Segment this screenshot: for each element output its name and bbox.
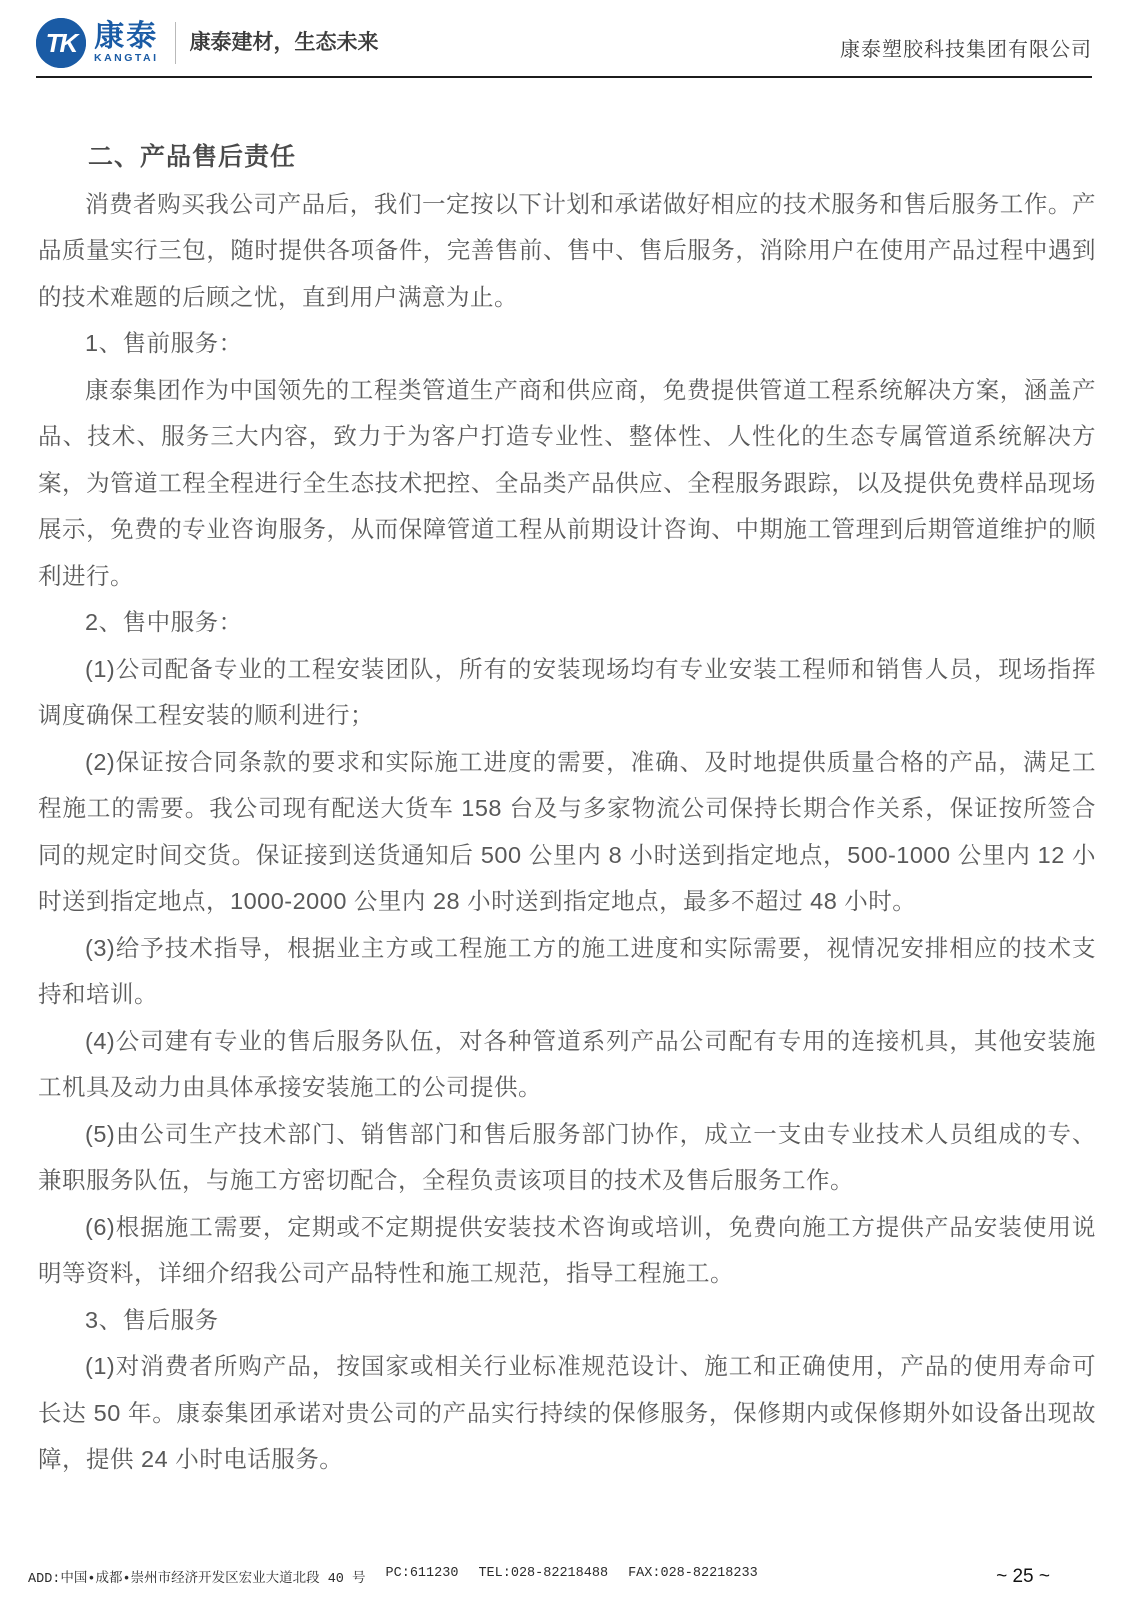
document-title: 二、产品售后责任 [88, 143, 297, 171]
section-subheading: 1、售前服务： [85, 330, 243, 356]
brand-block [36, 18, 379, 68]
logo-wordmark [94, 19, 159, 65]
paragraph: (4)公司建有专业的售后服务队伍，对各种管道系列产品公司配有专用的连接机具，其他安装施工机具及动力由具体承接安装施工的公司提供。 [38, 1027, 1096, 1100]
footer-tel: TEL:028-82218488 [478, 1566, 609, 1581]
section-subheading: 3、售后服务 [85, 1306, 219, 1333]
company-name: 康泰塑胶科技集团有限公司 [840, 39, 1092, 61]
page-footer [28, 1566, 1092, 1588]
footer-postcode: PC:611230 [385, 1566, 459, 1581]
kangtai-logo-icon [36, 18, 86, 68]
paragraph: (3)给予技术指导，根据业主方或工程施工方的施工进度和实际需要，视情况安排相应的技术支持和培训。 [38, 934, 1096, 1007]
paragraph: (5)由公司生产技术部门、销售部门和售后服务部门协作，成立一支由专业技术人员组成的专、兼职服务队伍，与施工方密切配合，全程负责该项目的技术及售后服务工作。 [38, 1120, 1096, 1193]
logo-name-cn: 康泰 [94, 19, 159, 53]
page-number: ~ 25 ~ [996, 1566, 1050, 1587]
paragraph: (6)根据施工需要，定期或不定期提供安装技术咨询或培训，免费向施工方提供产品安装使用说明等资料，详细介绍我公司产品特性和施工规范，指导工程施工。 [38, 1213, 1096, 1286]
paragraph: (2)保证按合同条款的要求和实际施工进度的需要，准确、及时地提供质量合格的产品，满足工程施工的需要。我公司现有配送大货车 158 台及与多家物流公司保持长期合作关系，保证按所签合同的规定时间交货。保证接到送货通知后 500 公里内 8 小时送到指定地点，500-1000 公里内 12 小时送到指定地点，1000-2000 公里内 28 小时送到指定地点，最多不超过 48 小时。 [38, 748, 1096, 914]
footer-fax: FAX:028-82218233 [628, 1566, 758, 1581]
footer-contact-line [28, 1566, 758, 1587]
brand-divider [175, 22, 176, 64]
paragraph: 消费者购买我公司产品后，我们一定按以下计划和承诺做好相应的技术服务和售后服务工作。产品质量实行三包，随时提供各项备件，完善售前、售中、售后服务，消除用户在使用产品过程中遇到的技术难题的后顾之忧，直到用户满意为止。 [38, 190, 1096, 310]
logo-name-en: KANGTAI [94, 51, 159, 64]
paragraph: 康泰集团作为中国领先的工程类管道生产商和供应商，免费提供管道工程系统解决方案，涵盖产品、技术、服务三大内容，致力于为客户打造专业性、整体性、人性化的生态专属管道系统解决方案，为管道工程全程进行全生态技术把控、全品类产品供应、全程服务跟踪，以及提供免费样品现场展示，免费的专业咨询服务，从而保障管道工程从前期设计咨询、中期施工管理到后期管道维护的顺利进行。 [38, 376, 1096, 589]
page-header [36, 0, 1092, 78]
document-body-section [0, 78, 1128, 1483]
paragraph: (1)对消费者所购产品，按国家或相关行业标准规范设计、施工和正确使用，产品的使用寿命可长达 50 年。康泰集团承诺对贵公司的产品实行持续的保修服务，保修期内或保修期外如设备出现故障，提供 24 小时电话服务。 [38, 1353, 1096, 1472]
document-paragraphs [38, 181, 1096, 1483]
brand-tagline: 康泰建材，生态未来 [189, 31, 379, 54]
logo-circle-text: TK [45, 27, 77, 58]
paragraph: (1)公司配备专业的工程安装团队，所有的安装现场均有专业安装工程师和销售人员，现场指挥调度确保工程安装的顺利进行； [38, 655, 1096, 728]
section-subheading: 2、售中服务： [85, 609, 243, 635]
footer-address: ADD:中国•成都•崇州市经济开发区宏业大道北段 40 号 [28, 1572, 366, 1587]
